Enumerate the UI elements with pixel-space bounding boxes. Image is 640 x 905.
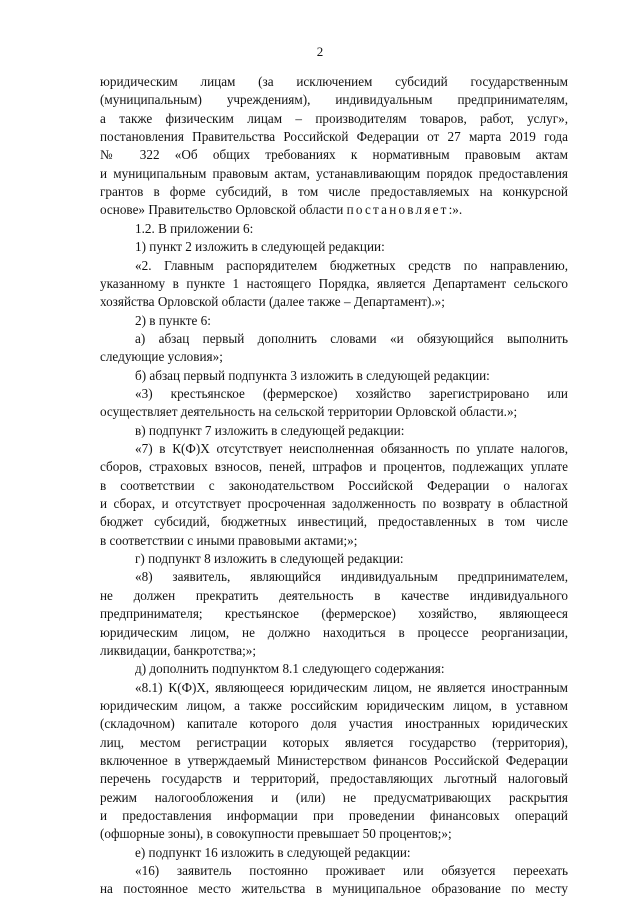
text-line <box>100 789 568 807</box>
text-line <box>100 624 568 642</box>
text-line-content: перечень государств и территорий, предоставляющих льготный налоговый <box>100 771 568 787</box>
text-line-content: юридическим лицом, не должно находиться в процессе реорганизации, <box>100 624 568 640</box>
text-line <box>100 770 568 788</box>
text-line <box>100 91 568 109</box>
text-line-content: «16) заявитель постоянно проживает или обязуется переехать <box>135 863 568 879</box>
text-line <box>135 238 568 256</box>
text-line-content: в соответствии с иными правовыми актами;»; <box>100 532 358 548</box>
text-line-content: сборов, страховых взносов, пеней, штрафов и процентов, подлежащих уплате <box>100 459 568 475</box>
text-line <box>100 605 568 623</box>
text-line <box>100 715 568 733</box>
text-line <box>100 642 568 660</box>
text-line-content: включенное в утверждаемый Министерством финансов Российской Федерации <box>100 752 568 768</box>
text-line-content: г) подпункт 8 изложить в следующей редакции: <box>135 551 404 567</box>
text-line-content: а) абзац первый дополнить словами «и обязующийся выполнить <box>135 330 568 346</box>
text-line <box>100 825 568 843</box>
text-line-content: «2. Главным распорядителем бюджетных средств по направлению, <box>135 257 568 273</box>
text-line-content: грантов в форме субсидий, в том числе предоставляемых на конкурсной <box>100 184 568 200</box>
text-line <box>135 312 568 330</box>
spaced-verb: постановляет <box>346 202 449 218</box>
line-tail: :». <box>448 202 463 218</box>
text-line-content: 1) пункт 2 изложить в следующей редакции: <box>135 239 385 255</box>
text-line-content: хозяйства Орловской области (далее также – Департамент).»; <box>100 294 445 310</box>
text-line-content: а также физическим лицам – производителям товаров, работ, услуг», <box>100 110 568 126</box>
text-line-content: юридическим лицом, а также российским юридическим лицом, в уставном <box>100 697 568 713</box>
text-line <box>100 183 568 201</box>
text-line <box>135 568 568 586</box>
text-line <box>100 807 568 825</box>
text-line <box>100 403 568 421</box>
text-line <box>100 458 568 476</box>
text-line <box>100 513 568 531</box>
text-line <box>100 587 568 605</box>
text-line <box>100 165 568 183</box>
text-line-content: д) дополнить подпунктом 8.1 следующего содержания: <box>135 661 445 677</box>
text-line-content: постановления Правительства Российской Федерации от 27 марта 2019 года <box>100 129 568 145</box>
text-line-content: «3) крестьянское (фермерское) хозяйство зарегистрировано или <box>135 385 568 401</box>
text-line-content: основе» Правительство Орловской области <box>100 202 344 218</box>
text-line-content: (складочном) капитале которого доля участия иностранных юридических <box>100 716 568 732</box>
text-line-content: на постоянное место жительства в муниципальное образование по месту <box>100 881 568 897</box>
text-line-content: е) подпункт 16 изложить в следующей редакции: <box>135 844 411 860</box>
text-line <box>135 330 568 348</box>
text-line <box>135 257 568 275</box>
text-line-content: и предоставления информации при проведении финансовых операций <box>100 808 568 823</box>
text-line <box>135 440 568 458</box>
text-line-content: и сборах, и отсутствует просроченная задолженность по возврату в областной <box>100 496 568 512</box>
text-line-content: не должен прекратить деятельность в качестве индивидуального <box>100 587 568 603</box>
text-line <box>100 477 568 495</box>
text-line-content: осуществляет деятельность на сельской территории Орловской области.»; <box>100 404 518 420</box>
text-line-content: 1.2. В приложении 6: <box>135 220 254 236</box>
text-line-content: «8) заявитель, являющийся индивидуальным предпринимателем, <box>135 569 568 585</box>
text-line-content: предпринимателя; крестьянское (фермерское) хозяйство, являющееся <box>100 606 568 622</box>
text-line <box>135 660 568 678</box>
text-line <box>100 73 568 91</box>
text-line <box>135 844 568 862</box>
page-number: 2 <box>316 44 324 59</box>
text-line <box>100 880 568 898</box>
text-line <box>100 348 568 366</box>
text-line-content: № 322 «Об общих требованиях к нормативным правовым актам <box>100 147 568 163</box>
text-line <box>100 532 568 550</box>
text-line <box>100 146 568 164</box>
text-line <box>100 752 568 770</box>
text-line <box>100 293 568 311</box>
text-line-content: бюджет субсидий, бюджетных инвестиций, предоставленных в том числе <box>100 514 568 530</box>
text-line <box>100 110 568 128</box>
text-line-content: б) абзац первый подпункта 3 изложить в следующей редакции: <box>135 367 490 383</box>
text-line <box>100 697 568 715</box>
text-line-content: режим налогообложения и (или) не предусматривающих раскрытия <box>100 789 568 805</box>
text-line-content: лиц, местом регистрации которых является государство (территория), <box>100 734 568 750</box>
text-line <box>100 734 568 752</box>
text-line-content: «7) в К(Ф)Х отсутствует неисполненная обязанность по уплате налогов, <box>135 441 568 456</box>
text-line <box>100 128 568 146</box>
text-line-content: ликвидации, банкротства;»; <box>100 642 257 658</box>
text-line <box>100 275 568 293</box>
text-line <box>100 201 568 219</box>
text-line <box>100 495 568 513</box>
text-line-content: (офшорные зоны), в совокупности превышает 50 процентов;»; <box>100 826 452 842</box>
text-line-content: 2) в пункте 6: <box>135 312 211 328</box>
text-line <box>135 679 568 697</box>
text-line-content: в соответствии с законодательством Российской Федерации о налогах <box>100 477 568 493</box>
text-line-content: юридическим лицам (за исключением субсидий государственным <box>100 74 568 89</box>
text-line <box>135 367 568 385</box>
text-line-content: следующие условия»; <box>100 349 223 365</box>
text-line-content: указанному в пункте 1 настоящего Порядка, является Департамент сельского <box>100 275 568 291</box>
text-line <box>135 862 568 880</box>
text-line-content: и муниципальным правовым актам, устанавливающим порядок предоставления <box>100 165 568 181</box>
text-line <box>135 422 568 440</box>
text-line-content: «8.1) К(Ф)Х, являющееся юридическим лицом, не является иностранным <box>135 679 568 695</box>
text-line-content: (муниципальным) учреждениям), индивидуальным предпринимателям, <box>100 92 568 108</box>
text-line-content: в) подпункт 7 изложить в следующей редакции: <box>135 422 405 438</box>
text-line <box>135 550 568 568</box>
text-line <box>135 385 568 403</box>
text-line <box>135 220 568 238</box>
